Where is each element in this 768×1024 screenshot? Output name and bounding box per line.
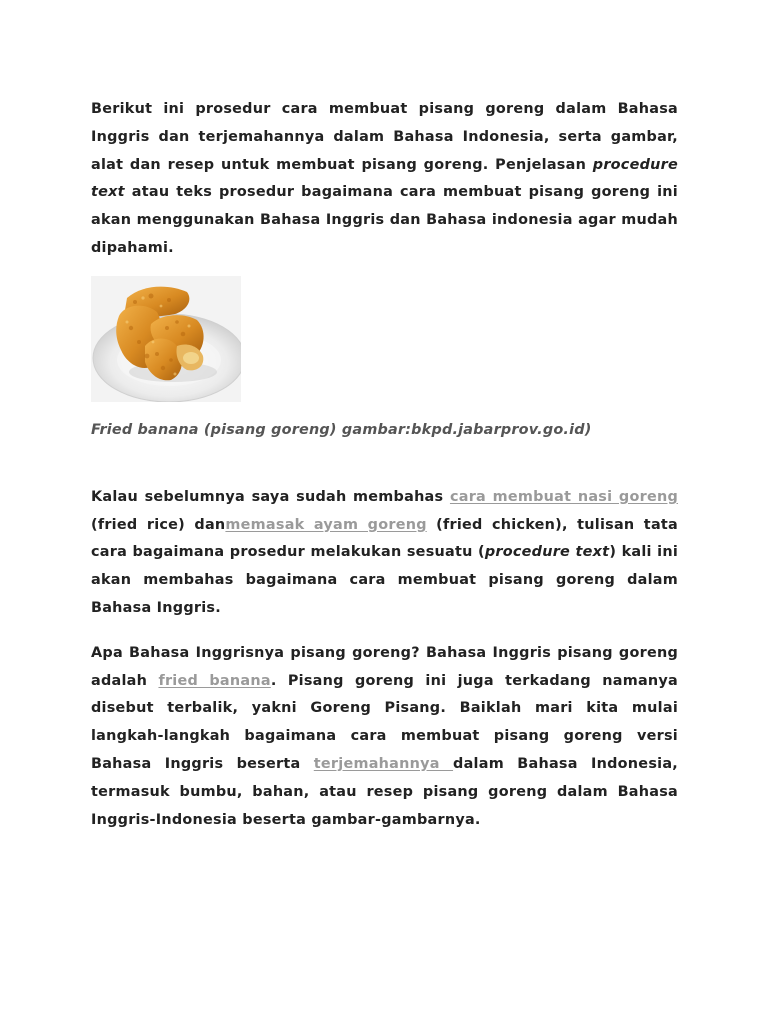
second-emphasis: procedure text (484, 544, 610, 561)
intro-emphasis: procedure text (91, 156, 678, 201)
second-text-1: Kalau sebelumnya saya sudah membahas (91, 488, 450, 505)
second-text-2: (fried rice) dan (91, 516, 226, 533)
intro-text-end: atau teks prosedur bagaimana cara membuat pisang goreng ini akan menggunakan Bahasa Inggris dan Bahasa indonesia agar mudah dipahami. (91, 184, 678, 256)
second-text-4: ) kali ini akan membahas bagaimana cara membuat pisang goreng dalam Bahasa Inggris. (91, 544, 678, 616)
second-paragraph (91, 484, 678, 623)
third-text-2: . Pisang goreng ini juga terkadang namanya disebut terbalik, yakni Goreng Pisang. Baiklah mari kita mulai langkah-langkah bagaimana cara membuat pisang goreng versi Bahasa Inggris beserta (91, 672, 679, 772)
link-ayam-goreng[interactable]: memasak ayam goreng (225, 516, 427, 533)
third-paragraph (91, 640, 678, 835)
second-text-3: (fried chicken), tulisan tata cara bagaimana prosedur melakukan sesuatu ( (91, 516, 678, 561)
third-text-3: dalam Bahasa Indonesia, termasuk bumbu, bahan, atau resep pisang goreng dalam Bahasa Inggris-Indonesia beserta gambar-gambarnya. (91, 755, 678, 828)
link-nasi-goreng[interactable]: cara membuat nasi goreng (449, 488, 678, 505)
fried-banana-photo (91, 276, 241, 402)
link-fried-banana[interactable]: fried banana (158, 672, 271, 689)
image-caption: Fried banana (pisang goreng) gambar:bkpd.jabarprov.go.id) (91, 421, 592, 438)
intro-text: Berikut ini prosedur cara membuat pisang goreng dalam Bahasa Inggris dan terjemahannya dalam Bahasa Indonesia, serta gambar, alat dan resep untuk membuat pisang goreng. Penjelasan (91, 101, 678, 173)
link-terjemahannya[interactable]: terjemahannya (313, 755, 454, 772)
third-text-1: Apa Bahasa Inggrisnya pisang goreng? Bahasa Inggris pisang goreng adalah (91, 644, 678, 689)
intro-paragraph (91, 96, 678, 263)
